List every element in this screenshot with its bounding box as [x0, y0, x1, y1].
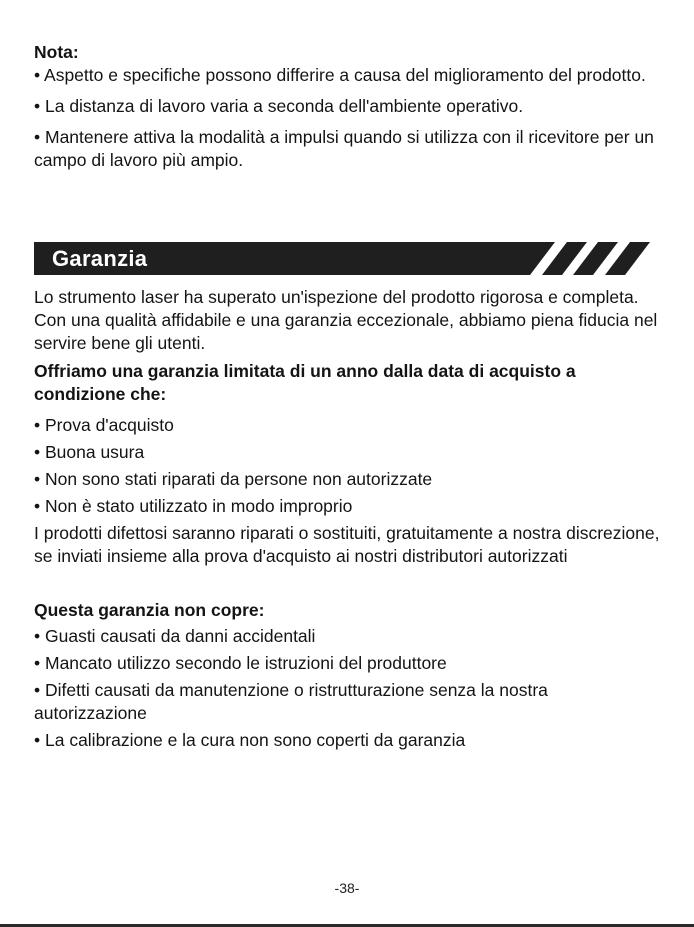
warranty-intro: Lo strumento laser ha superato un'ispezione del prodotto rigorosa e completa. Con una qualità affidabile e una garanzia eccezionale, abbiamo piena fiducia nel servire bene gli utenti. [34, 287, 658, 353]
warranty-conditions-section [34, 360, 660, 568]
warranty-exclusions-section [34, 599, 660, 752]
page-number: -38- [334, 880, 360, 896]
repair-text: I prodotti difettosi saranno riparati o sostituiti, gratuitamente a nostra discrezione, se inviati insieme alla prova d'acquisto ai nostri distributori autorizzati [34, 523, 660, 566]
note-item: • Aspetto e specifiche possono differire a causa del miglioramento del prodotto. [34, 65, 646, 85]
exclusion-item: • Mancato utilizzo secondo le istruzioni del produttore [34, 653, 447, 673]
exclusions-heading: Questa garanzia non copre: [34, 600, 265, 620]
condition-item: • Non è stato utilizzato in modo improprio [34, 496, 353, 516]
exclusion-item: • La calibrazione e la cura non sono coperti da garanzia [34, 730, 466, 750]
exclusion-item: • Difetti causati da manutenzione o ristrutturazione senza la nostra autorizzazione [34, 680, 548, 723]
warranty-title: Garanzia [52, 246, 148, 271]
note-section [34, 41, 660, 172]
warranty-banner [34, 242, 659, 275]
condition-item: • Non sono stati riparati da persone non autorizzate [34, 469, 433, 489]
note-item: • La distanza di lavoro varia a seconda dell'ambiente operativo. [34, 96, 524, 116]
note-heading: Nota: [34, 42, 79, 62]
offer-heading: Offriamo una garanzia limitata di un anno dalla data di acquisto a condizione che: [34, 361, 576, 404]
condition-item: • Prova d'acquisto [34, 415, 174, 435]
note-item: • Mantenere attiva la modalità a impulsi quando si utilizza con il ricevitore per un campo di lavoro più ampio. [34, 127, 654, 170]
exclusion-item: • Guasti causati da danni accidentali [34, 626, 316, 646]
condition-item: • Buona usura [34, 442, 145, 462]
